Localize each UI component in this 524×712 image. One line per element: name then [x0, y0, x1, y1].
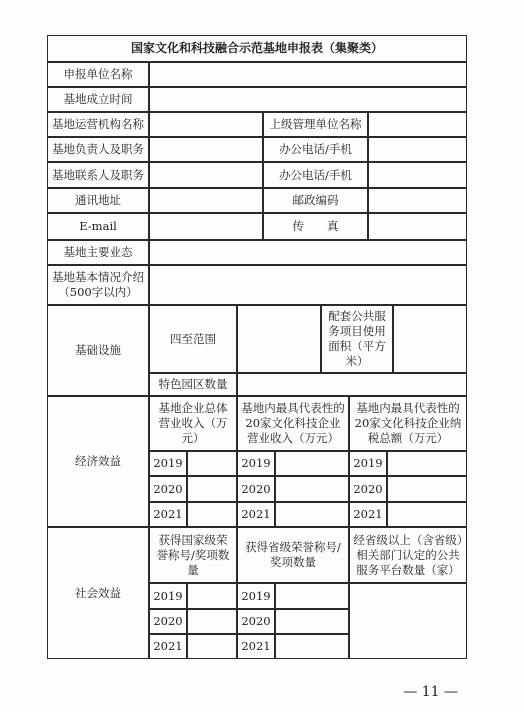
field-superior[interactable]	[368, 112, 467, 137]
econ-col1-2021[interactable]	[187, 502, 237, 527]
label-postcode: 邮政编码	[263, 188, 368, 213]
label-scope: 四至范围	[149, 305, 237, 373]
econ-col3-2021[interactable]	[387, 502, 467, 527]
social-year-label: 2021	[149, 634, 187, 659]
field-contact[interactable]	[149, 162, 263, 188]
label-intro: 基地基本情况介绍（500字以内）	[47, 265, 149, 305]
econ-year-label: 2019	[237, 451, 275, 476]
label-applicant: 申报单位名称	[47, 62, 149, 87]
label-email: E-mail	[47, 213, 149, 240]
label-established: 基地成立时间	[47, 87, 149, 112]
field-head[interactable]	[149, 137, 263, 162]
field-public-service-area[interactable]	[393, 305, 467, 373]
field-operator[interactable]	[149, 112, 263, 137]
social-year-label: 2020	[149, 609, 187, 634]
label-head-phone: 办公电话/手机	[263, 137, 368, 162]
econ-col3-2020[interactable]	[387, 476, 467, 502]
label-superior: 上级管理单位名称	[263, 112, 368, 137]
social-year-label: 2021	[237, 634, 275, 659]
field-fax[interactable]	[368, 213, 467, 240]
econ-year-label: 2019	[149, 451, 187, 476]
econ-year-label: 2021	[237, 502, 275, 527]
social-year-label: 2019	[237, 583, 275, 609]
field-established[interactable]	[149, 87, 467, 112]
econ-col1-2020[interactable]	[187, 476, 237, 502]
social-col1-2021[interactable]	[187, 634, 237, 659]
econ-year-label: 2019	[349, 451, 387, 476]
header-social-col2: 获得省级荣誉称号/奖项数量	[237, 527, 349, 583]
label-contact-phone: 办公电话/手机	[263, 162, 368, 188]
header-social-col1: 获得国家级荣誉称号/奖项数量	[149, 527, 237, 583]
econ-col3-2019[interactable]	[387, 451, 467, 476]
social-col3-value[interactable]	[349, 583, 467, 659]
field-address[interactable]	[149, 188, 263, 213]
field-email[interactable]	[149, 213, 263, 240]
field-postcode[interactable]	[368, 188, 467, 213]
section-infrastructure: 基础设施	[47, 305, 149, 396]
econ-year-label: 2020	[149, 476, 187, 502]
econ-col1-2019[interactable]	[187, 451, 237, 476]
header-social-col3: 经省级以上（含省级）相关部门认定的公共服务平台数量（家）	[349, 527, 467, 583]
label-public-service-area: 配套公共服务项目使用面积（平方米）	[321, 305, 393, 373]
label-special-park-count: 特色园区数量	[149, 373, 237, 396]
social-col1-2019[interactable]	[187, 583, 237, 609]
header-econ-col1: 基地企业总体营业收入（万元）	[149, 396, 237, 451]
form-title: 国家文化和科技融合示范基地申报表（集聚类）	[47, 35, 467, 62]
field-contact-phone[interactable]	[368, 162, 467, 188]
social-year-label: 2019	[149, 583, 187, 609]
social-year-label: 2020	[237, 609, 275, 634]
label-head: 基地负责人及职务	[47, 137, 149, 162]
social-col2-2021[interactable]	[275, 634, 349, 659]
social-col2-2020[interactable]	[275, 609, 349, 634]
field-special-park-count[interactable]	[237, 373, 467, 396]
label-main-business: 基地主要业态	[47, 240, 149, 265]
social-col2-2019[interactable]	[275, 583, 349, 609]
econ-year-label: 2020	[237, 476, 275, 502]
field-applicant[interactable]	[149, 62, 467, 87]
field-main-business[interactable]	[149, 240, 467, 265]
label-operator: 基地运营机构名称	[47, 112, 149, 137]
section-social: 社会效益	[47, 527, 149, 659]
econ-col2-2020[interactable]	[275, 476, 349, 502]
econ-year-label: 2021	[349, 502, 387, 527]
label-fax: 传 真	[263, 213, 368, 240]
label-address: 通讯地址	[47, 188, 149, 213]
section-economic: 经济效益	[47, 396, 149, 527]
econ-year-label: 2020	[349, 476, 387, 502]
field-head-phone[interactable]	[368, 137, 467, 162]
header-econ-col2: 基地内最具代表性的20家文化科技企业营业收入（万元）	[237, 396, 349, 451]
header-econ-col3: 基地内最具代表性的20家文化科技企业纳税总额（万元）	[349, 396, 467, 451]
econ-year-label: 2021	[149, 502, 187, 527]
field-intro[interactable]	[149, 265, 467, 305]
econ-col2-2021[interactable]	[275, 502, 349, 527]
field-scope[interactable]	[237, 305, 321, 373]
label-contact: 基地联系人及职务	[47, 162, 149, 188]
econ-col2-2019[interactable]	[275, 451, 349, 476]
social-col1-2020[interactable]	[187, 609, 237, 634]
page-number: — 11 —	[403, 684, 458, 700]
